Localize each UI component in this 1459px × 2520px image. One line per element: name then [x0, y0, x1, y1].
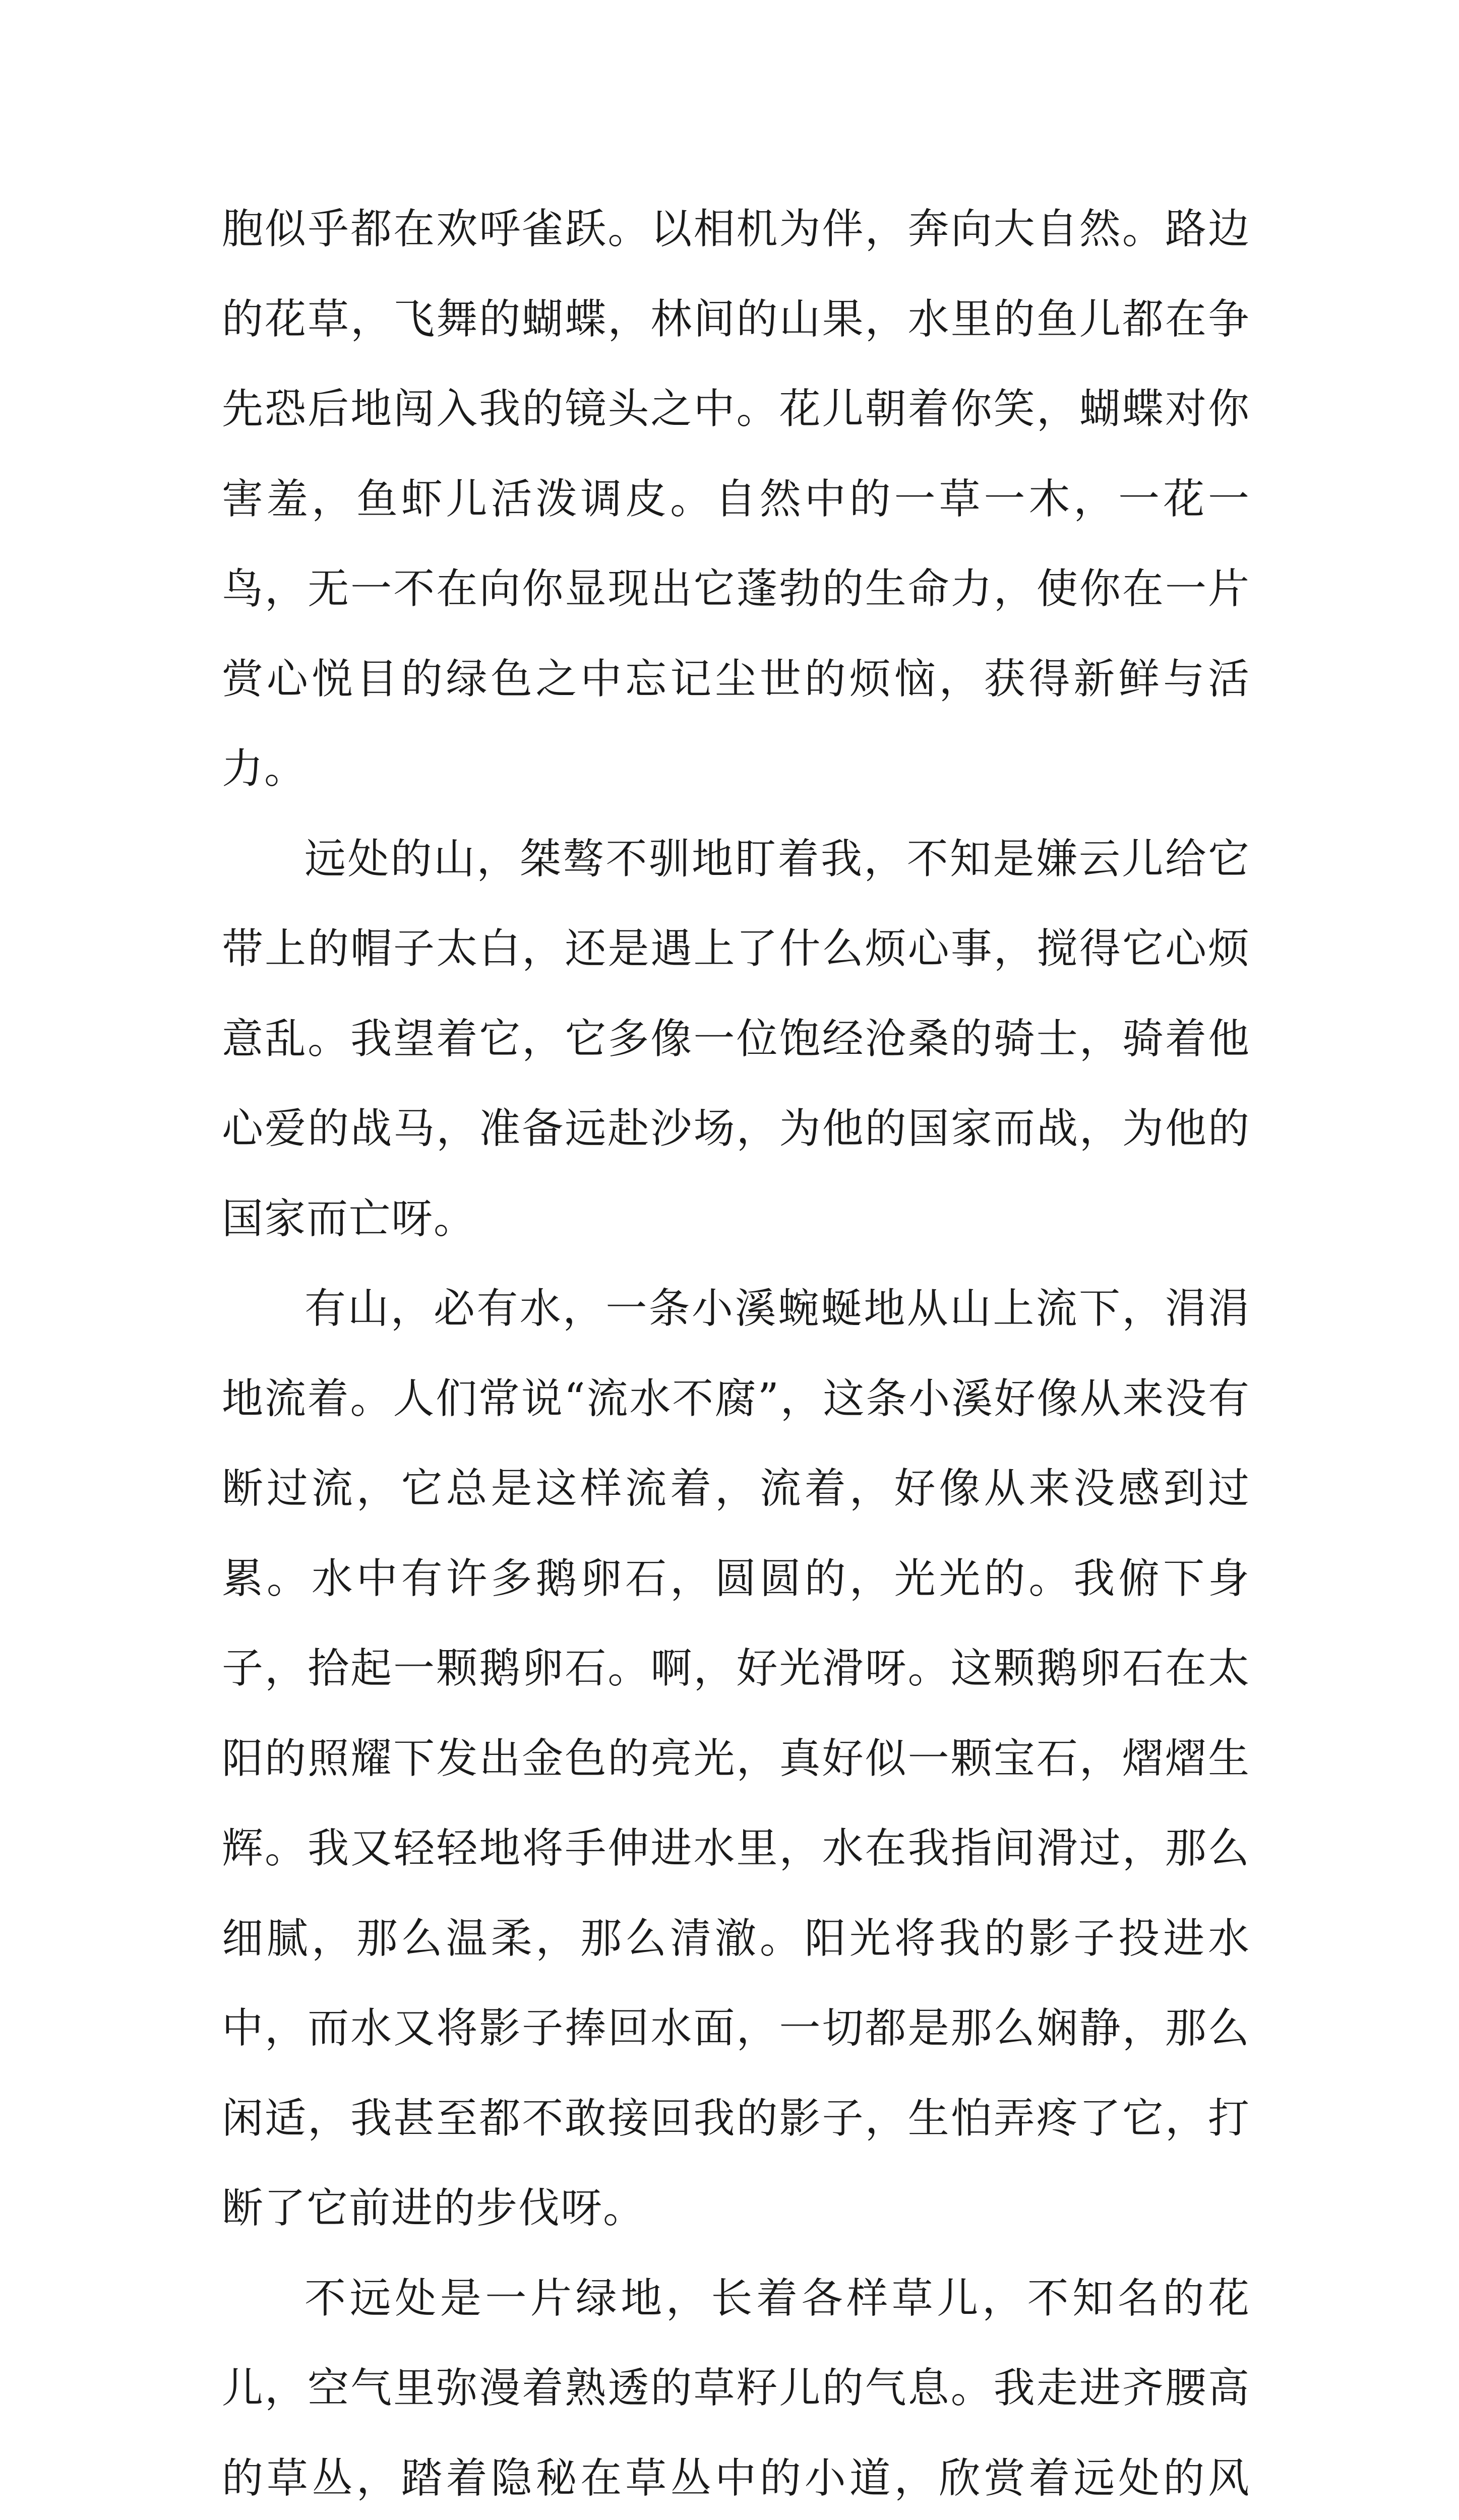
- paragraph-3: 有山，必有水，一条小溪蜿蜒地从山上流下，涓涓地流着。人们常说“流水不腐”，这条小溪好像从来没有断过流，它总是这样流着，流着，好像从来没感到过累。水中有许多鹅卵石，圆圆的，光光的。我俯下身子，拾起一颗鹅卵石。啊，好光滑呀。这颗鹅卵石在太阳的照耀下发出金色的亮光，真好似一颗宝石，熠熠生辉。我又轻轻地将手伸进水里，水在我指间滑过，那么细腻，那么温柔，那么清澈。阳光将我的影子投进水中，而水又将影子捧回水面，一切都是那么娴静，那么闲适，我甚至都不敢接回我的影子，生怕弄疼了它，打断了它前进的步伐呀。: [222, 1264, 1250, 2254]
- paragraph-1: 胞似乎都在欢呼雀跃。以相机为伴，奔向大自然。路边的花草，飞舞的蝴蝶，林间的山果，水里的鱼儿都在争先恐后地闯入我的镜头之中。花儿朝着你笑，蝴蝶对你害羞，鱼虾儿活泼调皮。自然中的一草一木，一花一鸟，无一不在向你显现出它蓬勃的生命力，使你在一片赏心悦目的绿色之中忘记尘世的烦恼，获得新鲜与活力。: [222, 184, 1250, 814]
- paragraph-4: 不远处是一片绿地，长着各样草儿，不知名的花儿，空气里弥漫着熟透的草籽儿的气息。我走进齐腰高的草丛，踏着隐秘在草丛中的小道，欣赏着远处的风: [222, 2254, 1250, 2520]
- document-body: [222, 184, 1250, 2520]
- paragraph-2: 远处的山，桀骜不驯地盯着我，不知是嫌云儿给它带上的帽子太白，还是遇上了什么烦心事，搅得它心烦意乱。我望着它，它多像一位饱经沧桑的骑士，骑着他心爱的战马，准备远赴沙场，为他的国家而战，为他的国家而亡呀。: [222, 814, 1250, 1265]
